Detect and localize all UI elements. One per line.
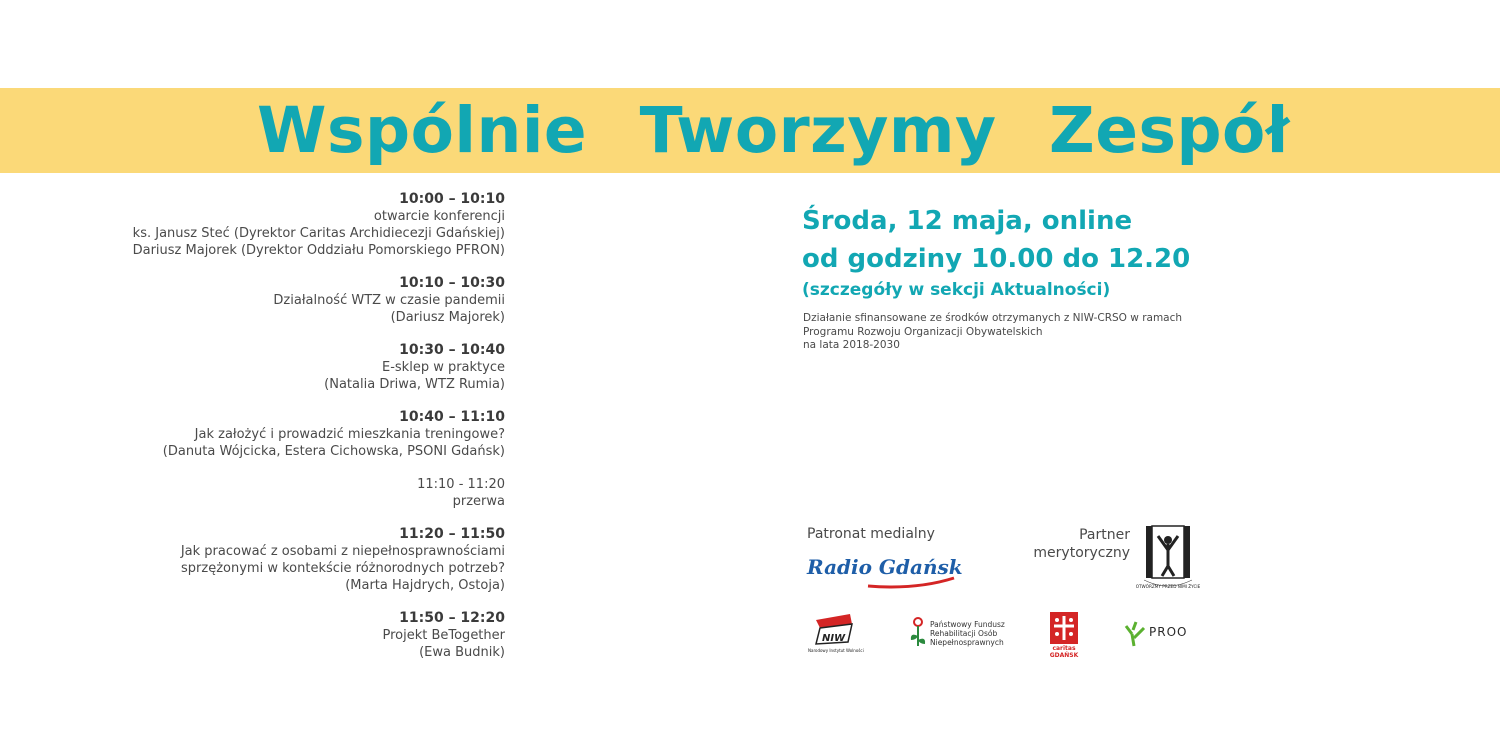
agenda-time: 10:40 – 11:10 xyxy=(399,409,505,425)
agenda-slot xyxy=(100,191,505,259)
agenda-text: (Danuta Wójcicka, Estera Cichowska, PSONI Gdańsk) xyxy=(162,444,505,459)
event-hours: od godziny 10.00 do 12.20 xyxy=(802,244,1191,274)
agenda-text: Projekt BeTogether xyxy=(382,628,505,643)
radio-gdansk-logo-text: Radio Gdańsk xyxy=(807,555,963,579)
radio-gdansk-logo xyxy=(806,552,963,592)
agenda-time: 10:30 – 10:40 xyxy=(399,342,505,358)
proo-logo xyxy=(1124,620,1194,648)
agenda-text: Jak założyć i prowadzić mieszkania treningowe? xyxy=(194,427,505,442)
event-details-note: (szczegóły w sekcji Aktualności) xyxy=(802,280,1111,300)
agenda-slot xyxy=(100,526,505,594)
agenda-text: (Marta Hajdrych, Ostoja) xyxy=(345,578,505,593)
agenda-text: (Ewa Budnik) xyxy=(419,645,505,660)
caritas-cross-icon xyxy=(1046,612,1082,644)
agenda-slot xyxy=(100,275,505,326)
funding-line: Programu Rozwoju Organizacji Obywatelskich xyxy=(803,325,1043,338)
agenda-slot xyxy=(100,342,505,393)
agenda-text: sprzężonymi w kontekście różnorodnych potrzeb? xyxy=(181,561,505,576)
funding-line: na lata 2018-2030 xyxy=(803,339,900,351)
agenda-text: Działalność WTZ w czasie pandemii xyxy=(273,293,505,308)
agenda-slot-break xyxy=(100,476,505,510)
agenda-time: 11:10 - 11:20 xyxy=(417,477,505,492)
event-date: Środa, 12 maja, online xyxy=(802,206,1133,236)
pfron-flower-icon xyxy=(908,616,928,648)
niw-logo-caption: Narodowy Instytut Wolności xyxy=(808,648,864,653)
proo-leaf-icon xyxy=(1124,620,1148,648)
agenda-text: (Dariusz Majorek) xyxy=(390,310,505,325)
funding-note xyxy=(803,312,1223,353)
pfron-text: Niepełnosprawnych xyxy=(930,638,1004,647)
agenda-text: E-sklep w praktyce xyxy=(382,360,505,375)
agenda-slot xyxy=(100,610,505,661)
agenda-text: Dariusz Majorek (Dyrektor Oddziału Pomorskiego PFRON) xyxy=(132,243,505,258)
caritas-text: GDAŃSK xyxy=(1049,652,1079,659)
event-info xyxy=(802,202,1222,302)
niw-logo-text: NIW xyxy=(822,633,846,644)
agenda-text: Jak pracować z osobami z niepełnosprawnościami xyxy=(180,544,505,559)
agenda xyxy=(100,191,505,677)
agenda-text: ks. Janusz Steć (Dyrektor Caritas Archidiecezji Gdańskiej) xyxy=(132,226,505,241)
page-title: Wspólnie Tworzymy Zespół xyxy=(257,94,1290,167)
pfron-text: Państwowy Fundusz xyxy=(930,620,1005,629)
niw-logo xyxy=(806,612,876,658)
proo-logo-text: PROO xyxy=(1149,625,1188,639)
pfron-text: Rehabilitacji Osób xyxy=(930,629,998,638)
pfron-logo xyxy=(908,616,1018,652)
partner-logo xyxy=(1135,522,1201,592)
agenda-time: 10:00 – 10:10 xyxy=(399,191,505,207)
agenda-time: 11:20 – 11:50 xyxy=(399,526,505,542)
agenda-time: 11:50 – 12:20 xyxy=(399,610,505,626)
funding-line: Działanie sfinansowane ze środków otrzymanych z NIW-CRSO w ramach xyxy=(803,312,1183,324)
media-patron-label: Patronat medialny xyxy=(807,526,935,542)
partner-logo-caption: OTWÓRZMY PRZED NIMI ŻYCIE xyxy=(1135,584,1201,589)
content-partner-label: Partner merytoryczny xyxy=(1033,527,1130,561)
agenda-slot xyxy=(100,409,505,460)
agenda-text: (Natalia Driwa, WTZ Rumia) xyxy=(324,377,505,392)
agenda-time: 10:10 – 10:30 xyxy=(399,275,505,291)
agenda-text: przerwa xyxy=(452,494,505,509)
caritas-text: caritas xyxy=(1052,645,1076,652)
caritas-logo xyxy=(1046,612,1082,658)
agenda-text: otwarcie konferencji xyxy=(373,209,505,224)
